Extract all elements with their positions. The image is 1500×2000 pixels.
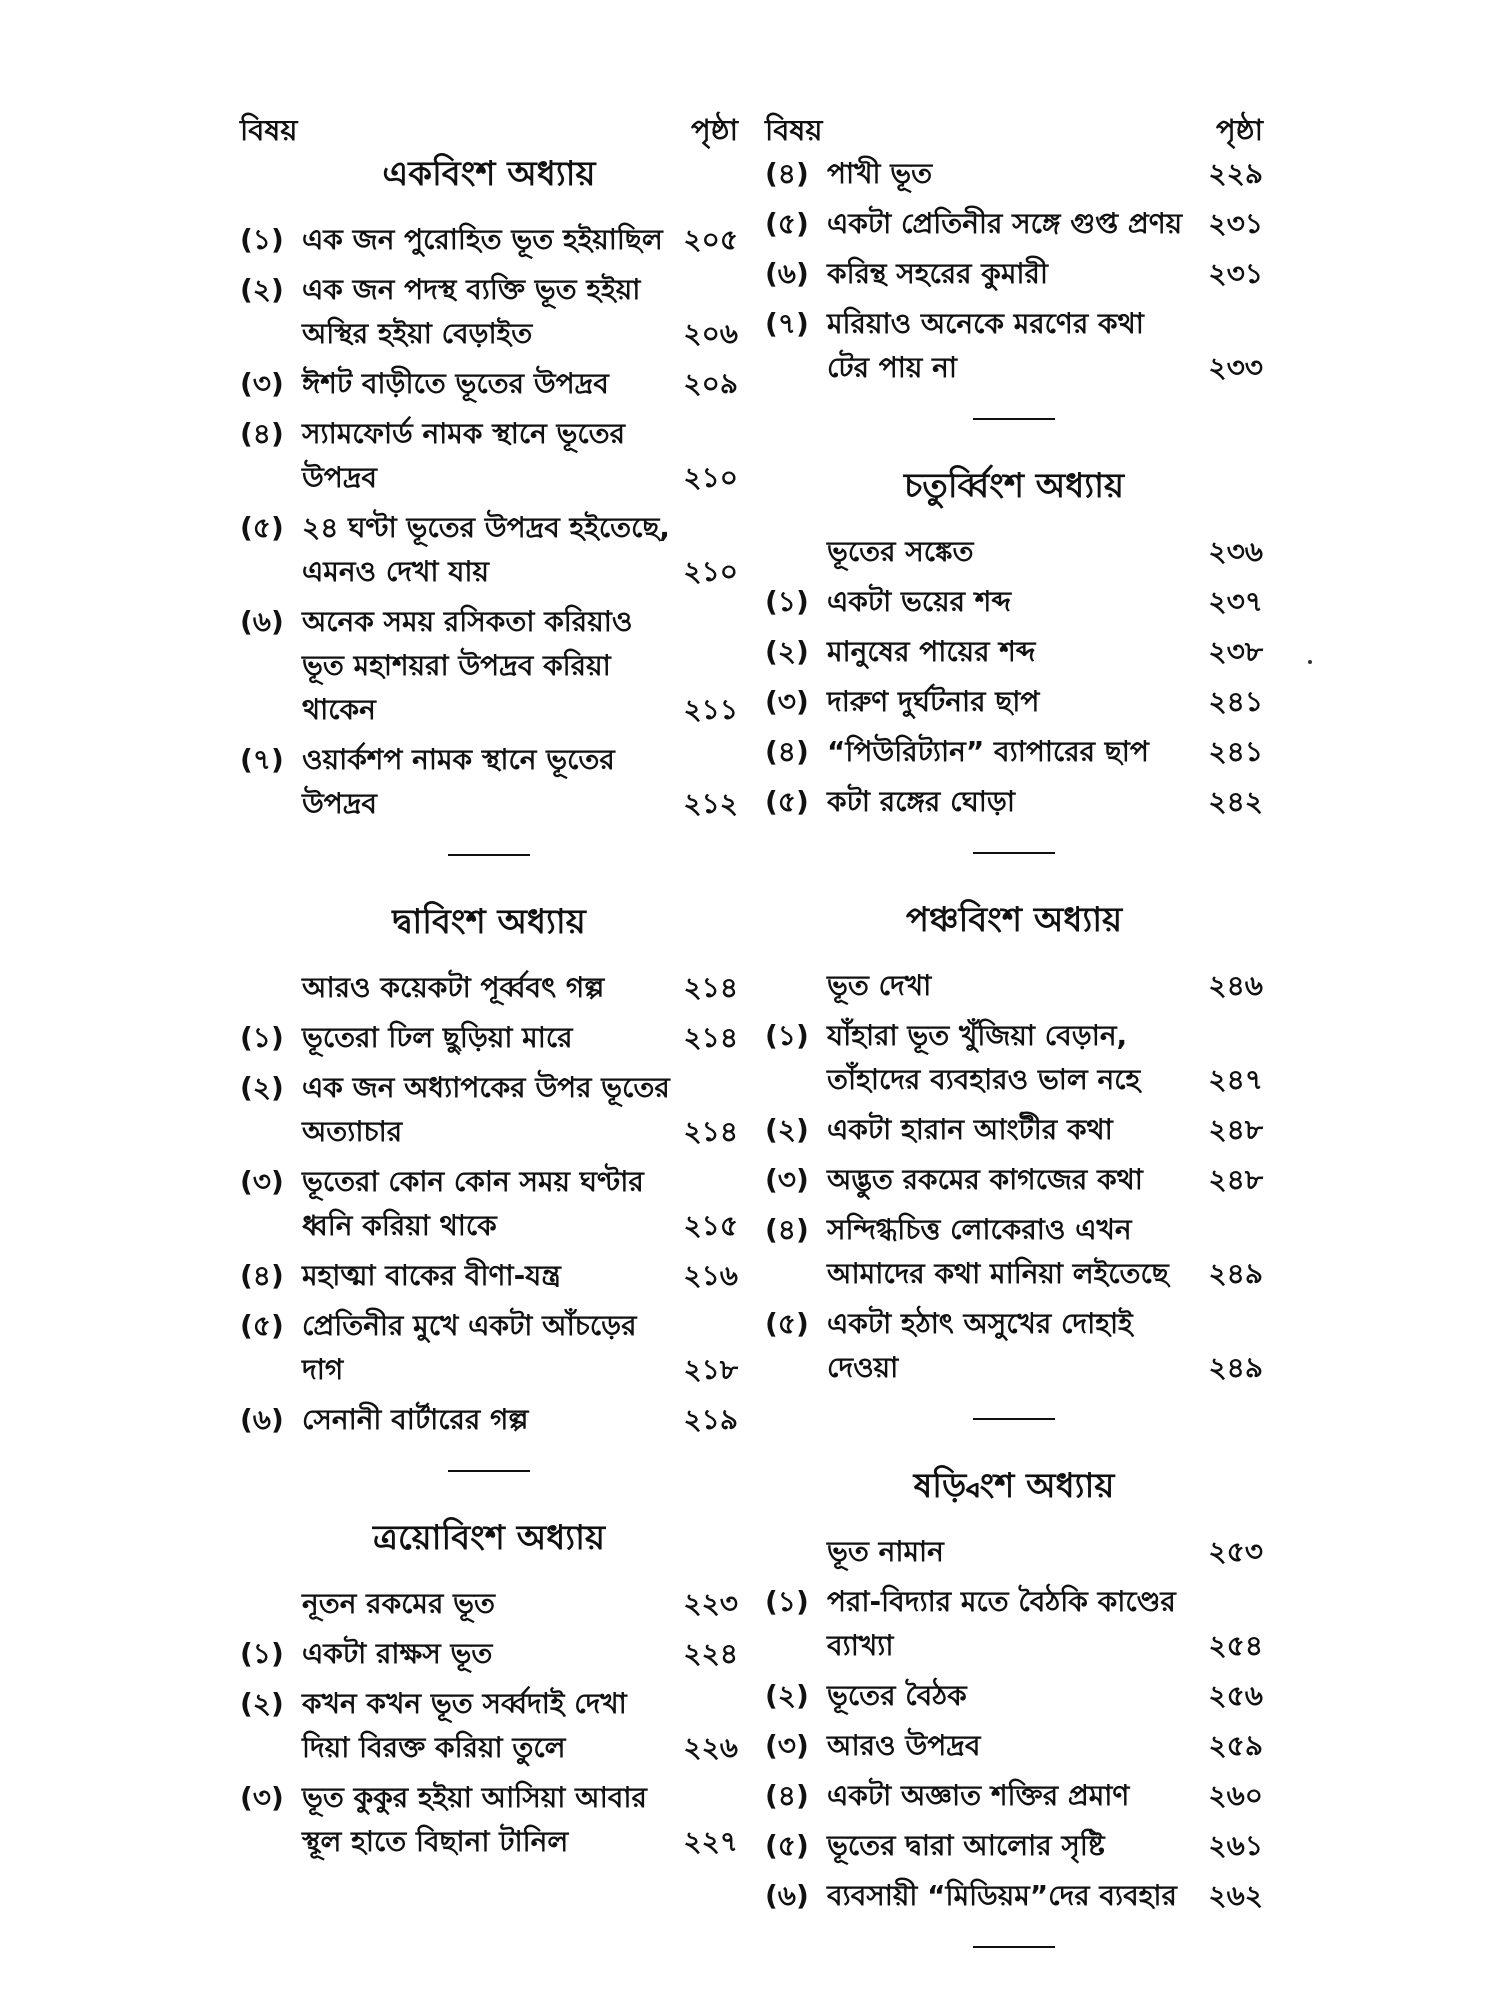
chapter-heading: ষড়্বিংশ অধ্যায়	[913, 1466, 1115, 1506]
toc-entry	[765, 202, 1263, 246]
entry-title: একটা ভয়ের শব্দ	[827, 585, 1012, 618]
entry-page: ২১৪	[683, 1021, 738, 1054]
entry-number: (৪)	[240, 1259, 284, 1292]
entry-title: ভূতের বৈঠক	[827, 1679, 967, 1712]
entry-number: (২)	[765, 1113, 809, 1146]
section-divider	[448, 1470, 530, 1472]
entry-number: (২)	[240, 1687, 284, 1720]
entry-title: দারুণ দুর্ঘটনার ছাপ	[827, 685, 1040, 718]
toc-entry	[240, 1582, 738, 1626]
toc-entry	[240, 268, 738, 356]
entry-page: ২১৪	[683, 971, 738, 1004]
entry-page: ২৪৬	[1208, 969, 1263, 1002]
entry-page: ২৪৭	[1208, 1063, 1263, 1096]
toc-entry	[240, 1682, 738, 1770]
toc-entry	[765, 780, 1263, 824]
entry-number: (৪)	[765, 157, 809, 190]
entry-title: ভূত দেখা	[827, 969, 932, 1002]
entry-title: ব্যবসায়ী “মিডিয়ম”দের ব্যবহার	[827, 1879, 1177, 1912]
entry-title: একটা অজ্ঞাত শক্তির প্রমাণ	[827, 1779, 1130, 1812]
header-page: পৃষ্ঠা	[691, 113, 738, 147]
entry-number: (১)	[240, 1021, 284, 1054]
entry-title: একটা হঠাৎ অসুখের দোহাই দেওয়া	[827, 1307, 1133, 1384]
entry-page: ২৩১	[1208, 207, 1263, 240]
entry-page: ২৫৯	[1208, 1729, 1263, 1762]
section-divider	[973, 1418, 1055, 1420]
header-subject: বিষয়	[765, 113, 823, 147]
entry-page: ২৪১	[1208, 685, 1263, 718]
entry-page: ২৩১	[1208, 257, 1263, 290]
entry-number: (৩)	[765, 1163, 809, 1196]
header-subject: বিষয়	[240, 113, 298, 147]
entry-title: এক জন পুরোহিত ভূত হইয়াছিল	[302, 223, 663, 256]
toc-column-right	[765, 108, 1263, 1992]
column-header	[240, 108, 738, 152]
toc-entry	[240, 1160, 738, 1248]
entry-title: করিন্থ সহরের কুমারী	[827, 257, 1048, 290]
toc-entry	[765, 1674, 1263, 1718]
toc-entry	[765, 680, 1263, 724]
entry-number: (৩)	[240, 367, 284, 400]
entry-page: ২৩৭	[1208, 585, 1263, 618]
column-header	[765, 108, 1263, 152]
entry-page: ২৬০	[1208, 1779, 1263, 1812]
entry-page: ২২৯	[1208, 157, 1263, 190]
chapter-heading: পঞ্চবিংশ অধ্যায়	[905, 900, 1123, 940]
toc-entry	[765, 302, 1263, 390]
entry-title: প্রেতিনীর মুখে একটা আঁচড়ের দাগ	[302, 1309, 637, 1386]
entry-title: এক জন অধ্যাপকের উপর ভূতের অত্যাচার	[302, 1071, 670, 1148]
toc-entry	[240, 1632, 738, 1676]
entry-title: মানুষের পায়ের শব্দ	[827, 635, 1036, 668]
toc-entry	[765, 730, 1263, 774]
entry-page: ২৪৮	[1208, 1163, 1263, 1196]
entry-title: স্যামফোর্ড নামক স্থানে ভূতের উপদ্রব	[302, 417, 626, 494]
toc-entry	[765, 1774, 1263, 1818]
toc-entry	[240, 218, 738, 262]
entry-number: (৩)	[765, 685, 809, 718]
entry-page: ২১০	[683, 555, 738, 588]
entry-title: অদ্ভুত রকমের কাগজের কথা	[827, 1163, 1143, 1196]
entry-page: ২৫৬	[1208, 1679, 1263, 1712]
toc-entry	[240, 1398, 738, 1442]
toc-entry	[765, 252, 1263, 296]
entry-title: কখন কখন ভূত সর্ব্বদাই দেখা দিয়া বিরক্ত করিয়া তুলে	[302, 1687, 627, 1764]
entry-title: “পিউরিট্যান” ব্যাপারের ছাপ	[827, 735, 1149, 768]
entry-number: (৪)	[240, 417, 284, 450]
entry-number: (১)	[240, 223, 284, 256]
entry-number: (৫)	[765, 1307, 809, 1340]
entry-title: ২৪ ঘণ্টা ভূতের উপদ্রব হইতেছে, এমনও দেখা যায়	[302, 511, 670, 588]
toc-entry	[765, 1824, 1263, 1868]
toc-entry	[765, 152, 1263, 196]
entry-title: একটা হারান আংটীর কথা	[827, 1113, 1113, 1146]
entry-title: ভূতেরা কোন কোন সময় ঘণ্টার ধ্বনি করিয়া থাকে	[302, 1165, 644, 1242]
entry-title: পাখী ভূত	[827, 157, 933, 190]
entry-title: ভূত নামান	[827, 1535, 944, 1568]
entry-page: ২২৩	[683, 1587, 738, 1620]
toc-entry	[765, 580, 1263, 624]
toc-entry	[765, 530, 1263, 574]
entry-title: মরিয়াও অনেকে মরণের কথা টের পায় না	[827, 307, 1144, 384]
section-divider	[448, 854, 530, 856]
entry-title: ঈশট বাড়ীতে ভূতের উপদ্রব	[302, 367, 609, 400]
entry-page: ২৬১	[1208, 1829, 1263, 1862]
chapter-heading: দ্বাবিংশ অধ্যায়	[392, 902, 586, 942]
entry-number: (৬)	[240, 1403, 284, 1436]
entry-page: ২৪৮	[1208, 1113, 1263, 1146]
section-divider	[973, 418, 1055, 420]
entry-title: মহাত্মা বাকের বীণা-যন্ত্র	[302, 1259, 561, 1292]
toc-entry	[240, 966, 738, 1010]
entry-number: (৫)	[240, 511, 284, 544]
entry-page: ২০৬	[683, 317, 738, 350]
entry-page: ২১৮	[683, 1353, 738, 1386]
entry-number: (১)	[240, 1637, 284, 1670]
entry-number: (৬)	[765, 257, 809, 290]
toc-entry	[765, 1874, 1263, 1918]
toc-entry	[240, 412, 738, 500]
entry-number: (১)	[765, 1019, 809, 1052]
entry-page: ২১৪	[683, 1115, 738, 1148]
entry-number: (২)	[765, 635, 809, 668]
entry-title: একটা প্রেতিনীর সঙ্গে গুপ্ত প্রণয়	[827, 207, 1183, 240]
entry-page: ২২৭	[683, 1825, 738, 1858]
entry-title: সেনানী বার্টারের গল্প	[302, 1403, 529, 1436]
entry-number: (১)	[765, 1585, 809, 1618]
toc-entry	[765, 1158, 1263, 1202]
toc-entry	[240, 1016, 738, 1060]
entry-page: ২১০	[683, 461, 738, 494]
entry-page: ২৩৮	[1208, 635, 1263, 668]
entry-number: (২)	[765, 1679, 809, 1712]
entry-page: ২৬২	[1208, 1879, 1263, 1912]
entry-page: ২১১	[683, 693, 738, 726]
table-of-contents	[240, 108, 1270, 1968]
entry-page: ২৫৩	[1208, 1535, 1263, 1568]
entry-number: (২)	[240, 273, 284, 306]
entry-title: ভূতের দ্বারা আলোর সৃষ্টি	[827, 1829, 1105, 1862]
entry-page: ২০৯	[683, 367, 738, 400]
entry-number: (৪)	[765, 735, 809, 768]
entry-page: ২১৬	[683, 1259, 738, 1292]
entry-number: (৭)	[765, 307, 809, 340]
entry-title: আরও উপদ্রব	[827, 1729, 981, 1762]
entry-number: (৬)	[240, 605, 284, 638]
entry-page: ২৩৬	[1208, 535, 1263, 568]
chapter-heading: চতুর্ব্বিংশ অধ্যায়	[903, 466, 1125, 506]
entry-number: (৫)	[765, 1829, 809, 1862]
toc-entry	[240, 1776, 738, 1864]
toc-entry	[765, 964, 1263, 1008]
toc-entry	[240, 738, 738, 826]
entry-number: (৩)	[765, 1729, 809, 1762]
entry-title: নূতন রকমের ভূত	[302, 1587, 495, 1620]
entry-number: (৩)	[240, 1781, 284, 1814]
toc-entry	[240, 1254, 738, 1298]
toc-entry	[765, 1208, 1263, 1296]
chapter-heading: একবিংশ অধ্যায়	[382, 154, 596, 194]
toc-entry	[240, 600, 738, 732]
entry-page: ২১৫	[683, 1209, 738, 1242]
entry-page: ২১২	[683, 787, 738, 820]
entry-title: যাঁহারা ভূত খুঁজিয়া বেড়ান, তাঁহাদের ব্যবহারও ভাল নহে	[827, 1019, 1141, 1096]
entry-title: ওয়ার্কশপ নামক স্থানে ভূতের উপদ্রব	[302, 743, 615, 820]
entry-number: (৫)	[240, 1309, 284, 1342]
toc-entry	[240, 506, 738, 594]
toc-entry	[765, 1302, 1263, 1390]
entry-title: আরও কয়েকটা পূর্ব্ববৎ গল্প	[302, 971, 605, 1004]
entry-page: ২৩৩	[1208, 351, 1263, 384]
entry-title: ভূতের সঙ্কেত	[827, 535, 974, 568]
entry-number: (৩)	[240, 1165, 284, 1198]
toc-entry	[765, 1530, 1263, 1574]
entry-page: ২৫৪	[1208, 1629, 1263, 1662]
entry-page: ২২৪	[683, 1637, 738, 1670]
section-divider	[973, 1946, 1055, 1948]
section-divider	[973, 852, 1055, 854]
entry-page: ২২৬	[683, 1731, 738, 1764]
entry-page: ২৪৯	[1208, 1351, 1263, 1384]
entry-title: একটা রাক্ষস ভূত	[302, 1637, 493, 1670]
entry-number: (২)	[240, 1071, 284, 1104]
entry-number: (৫)	[765, 207, 809, 240]
stray-dot	[1308, 660, 1312, 664]
entry-title: পরা-বিদ্যার মতে বৈঠকি কাণ্ডের ব্যাখ্যা	[827, 1585, 1176, 1662]
entry-page: ২৪১	[1208, 735, 1263, 768]
toc-entry	[765, 1108, 1263, 1152]
entry-number: (৪)	[765, 1779, 809, 1812]
entry-number: (৪)	[765, 1213, 809, 1246]
entry-title: অনেক সময় রসিকতা করিয়াও ভূত মহাশয়রা উপদ্রব করিয়া থাকেন	[302, 605, 633, 726]
entry-title: ভূতেরা ঢিল ছুড়িয়া মারে	[302, 1021, 573, 1054]
entry-title: ভূত কুকুর হইয়া আসিয়া আবার স্থূল হাতে বিছানা টানিল	[302, 1781, 647, 1858]
entry-title: কটা রঙ্গের ঘোড়া	[827, 785, 1015, 818]
header-page: পৃষ্ঠা	[1216, 113, 1263, 147]
entry-title: সন্দিগ্ধচিত্ত লোকেরাও এখন আমাদের কথা মানিয়া লইতেছে	[827, 1213, 1169, 1290]
toc-entry	[240, 1066, 738, 1154]
entry-page: ২১৯	[683, 1403, 738, 1436]
entry-page: ২০৫	[683, 223, 738, 256]
entry-number: (১)	[765, 585, 809, 618]
entry-page: ২৪৯	[1208, 1257, 1263, 1290]
toc-entry	[765, 630, 1263, 674]
entry-title: এক জন পদস্থ ব্যক্তি ভূত হইয়া অস্থির হইয়া বেড়াইত	[302, 273, 641, 350]
toc-entry	[240, 1304, 738, 1392]
toc-entry	[765, 1580, 1263, 1668]
toc-column-left	[240, 108, 738, 1870]
toc-entry	[765, 1014, 1263, 1102]
toc-entry	[765, 1724, 1263, 1768]
entry-number: (৭)	[240, 743, 284, 776]
entry-number: (৫)	[765, 785, 809, 818]
entry-page: ২৪২	[1208, 785, 1263, 818]
toc-entry	[240, 362, 738, 406]
chapter-heading: ত্রয়োবিংশ অধ্যায়	[372, 1518, 606, 1558]
entry-number: (৬)	[765, 1879, 809, 1912]
